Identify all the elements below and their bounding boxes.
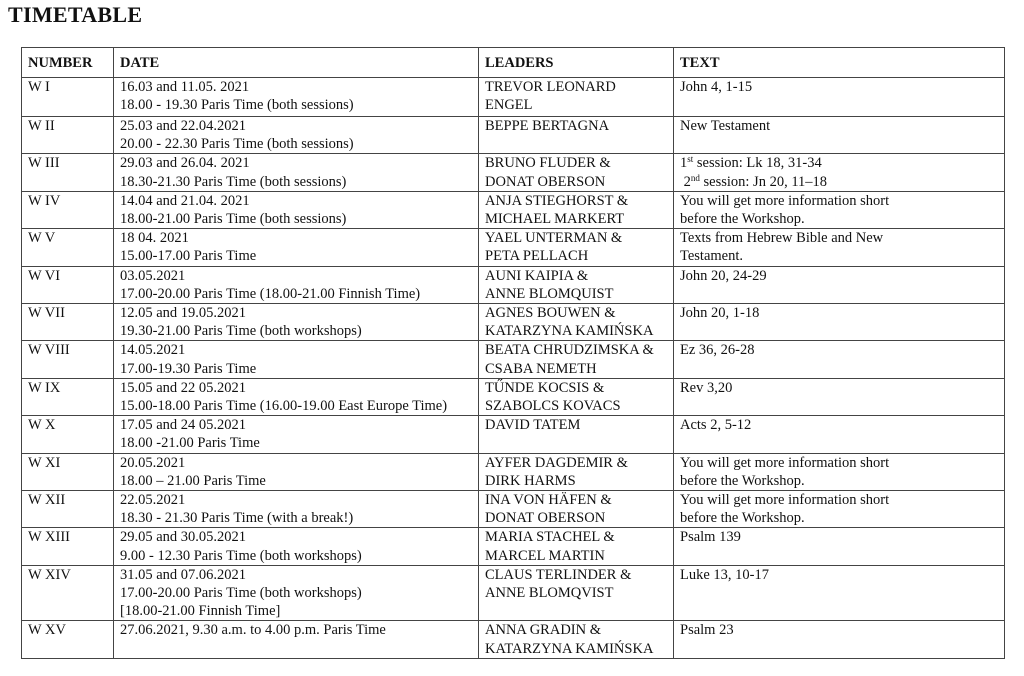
cell-leaders-line: CLAUS TERLINDER & (485, 566, 632, 583)
header-text: TEXT (674, 48, 1005, 78)
cell-date-line: 27.06.2021, 9.30 a.m. to 4.00 p.m. Paris Time (120, 622, 386, 639)
cell-number: W XIV (22, 565, 114, 621)
cell-date-line: 19.30-21.00 Paris Time (both workshops) (120, 323, 362, 340)
cell-leaders-line: MICHAEL MARKERT (485, 211, 625, 228)
table-row (22, 491, 1005, 528)
cell-date (114, 154, 479, 191)
table-row (22, 191, 1005, 228)
cell-date (114, 416, 479, 453)
cell-leaders-line: ANJA STIEGHORST & (485, 192, 629, 209)
cell-date-line: 03.05.2021 (120, 267, 186, 284)
cell-text-line: Psalm 23 (680, 622, 734, 639)
cell-leaders (479, 191, 674, 228)
page-title: TIMETABLE (8, 2, 143, 27)
cell-number: W VI (22, 266, 114, 303)
cell-leaders (479, 78, 674, 117)
table-row (22, 453, 1005, 490)
cell-leaders (479, 378, 674, 415)
cell-leaders-line: INA VON HÄFEN & (485, 492, 612, 509)
cell-date-line: 17.00-20.00 Paris Time (both workshops) (120, 585, 362, 602)
cell-date (114, 304, 479, 341)
cell-date (114, 378, 479, 415)
cell-date (114, 528, 479, 565)
cell-date (114, 117, 479, 154)
cell-leaders-line: ANNA GRADIN & (485, 622, 601, 639)
cell-text-line (680, 173, 998, 191)
cell-leaders (479, 117, 674, 154)
cell-date-line: 20.00 - 22.30 Paris Time (both sessions) (120, 136, 354, 153)
session-reference: session: Jn 20, 11–18 (699, 173, 828, 190)
cell-number: W XV (22, 621, 114, 658)
cell-leaders-line: TŰNDE KOCSIS & (485, 379, 605, 396)
cell-leaders (479, 621, 674, 658)
cell-text (674, 341, 1005, 378)
cell-number: W IV (22, 191, 114, 228)
cell-leaders-line: TREVOR LEONARD (485, 79, 616, 95)
cell-number: W V (22, 229, 114, 266)
cell-text (674, 266, 1005, 303)
cell-date-line: 25.03 and 22.04.2021 (120, 118, 247, 134)
cell-date (114, 453, 479, 490)
cell-date-line: [18.00-21.00 Finnish Time] (120, 603, 281, 620)
cell-text-line: John 20, 24-29 (680, 267, 767, 284)
cell-text (674, 491, 1005, 528)
cell-leaders (479, 528, 674, 565)
cell-leaders-line: KATARZYNA KAMIŃSKA (485, 323, 654, 340)
ordinal-suffix: nd (690, 172, 700, 183)
cell-date-line: 15.00-18.00 Paris Time (16.00-19.00 East Europe Time) (120, 398, 448, 415)
cell-number: W II (22, 117, 114, 154)
cell-text-line: John 4, 1-15 (680, 79, 753, 95)
cell-text-line: Acts 2, 5-12 (680, 417, 752, 434)
cell-date-line: 16.03 and 11.05. 2021 (120, 79, 250, 95)
table-row (22, 341, 1005, 378)
cell-number: W VII (22, 304, 114, 341)
table-row (22, 416, 1005, 453)
cell-leaders-line: DAVID TATEM (485, 417, 581, 434)
cell-date-line: 18.30 - 21.30 Paris Time (with a break!) (120, 510, 354, 527)
cell-date-line: 31.05 and 07.06.2021 (120, 566, 247, 583)
cell-leaders-line: DONAT OBERSON (485, 173, 606, 190)
cell-date-line: 15.05 and 22 05.2021 (120, 379, 247, 396)
cell-leaders (479, 565, 674, 621)
cell-text (674, 378, 1005, 415)
cell-date (114, 621, 479, 658)
cell-leaders-line: MARCEL MARTIN (485, 547, 605, 564)
cell-text-line: Psalm 139 (680, 529, 741, 546)
cell-number: W VIII (22, 341, 114, 378)
cell-date-line: 18.00 - 19.30 Paris Time (both sessions) (120, 97, 354, 114)
cell-text (674, 453, 1005, 490)
cell-number: W X (22, 416, 114, 453)
cell-leaders-line: AYFER DAGDEMIR & (485, 454, 628, 471)
cell-date (114, 191, 479, 228)
cell-text (674, 78, 1005, 117)
cell-date (114, 491, 479, 528)
table-row (22, 378, 1005, 415)
cell-text-line: You will get more information short (680, 454, 890, 471)
cell-text (674, 117, 1005, 154)
header-date: DATE (114, 48, 479, 78)
header-row (22, 48, 1005, 78)
cell-leaders (479, 453, 674, 490)
cell-text (674, 565, 1005, 621)
cell-number: W I (22, 78, 114, 117)
cell-text-line: before the Workshop. (680, 472, 805, 489)
table-row (22, 565, 1005, 621)
table-row (22, 229, 1005, 266)
cell-date-line: 17.00-19.30 Paris Time (120, 360, 257, 377)
cell-leaders-line: ENGEL (485, 97, 533, 114)
cell-leaders (479, 266, 674, 303)
table-row (22, 154, 1005, 191)
table-row (22, 304, 1005, 341)
cell-text-line: You will get more information short (680, 492, 890, 509)
cell-date-line: 15.00-17.00 Paris Time (120, 248, 257, 265)
cell-text-line: You will get more information short (680, 192, 890, 209)
cell-date-line: 14.04 and 21.04. 2021 (120, 192, 250, 209)
cell-date (114, 565, 479, 621)
cell-date-line: 18.00 – 21.00 Paris Time (120, 472, 266, 489)
cell-leaders (479, 341, 674, 378)
cell-date (114, 78, 479, 117)
ordinal-suffix: st (687, 154, 694, 165)
cell-leaders-line: BEPPE BERTAGNA (485, 118, 610, 134)
cell-leaders-line: PETA PELLACH (485, 248, 589, 265)
cell-leaders (479, 304, 674, 341)
cell-leaders-line: BEATA CHRUDZIMSKA & (485, 342, 654, 359)
table-row (22, 266, 1005, 303)
cell-leaders (479, 154, 674, 191)
cell-text (674, 154, 1005, 191)
cell-leaders-line: SZABOLCS KOVACS (485, 398, 621, 415)
cell-leaders-line: CSABA NEMETH (485, 360, 597, 377)
cell-date-line: 12.05 and 19.05.2021 (120, 305, 247, 322)
cell-text (674, 229, 1005, 266)
session-ordinal: 1 (680, 155, 688, 172)
cell-date-line: 29.05 and 30.05.2021 (120, 529, 247, 546)
cell-text (674, 528, 1005, 565)
cell-text-line: John 20, 1-18 (680, 305, 760, 322)
table-row (22, 117, 1005, 154)
cell-date-line: 17.00-20.00 Paris Time (18.00-21.00 Finnish Time) (120, 285, 421, 302)
cell-text-line: before the Workshop. (680, 510, 805, 527)
cell-leaders-line: BRUNO FLUDER & (485, 155, 611, 172)
cell-text (674, 416, 1005, 453)
cell-text-line: Texts from Hebrew Bible and New (680, 230, 884, 247)
cell-date-line: 18.00 -21.00 Paris Time (120, 435, 260, 452)
session-reference: session: Lk 18, 31-34 (693, 155, 822, 172)
cell-date-line: 18.00-21.00 Paris Time (both sessions) (120, 211, 347, 228)
timetable-body (22, 78, 1005, 659)
header-number: NUMBER (22, 48, 114, 78)
cell-date-line: 22.05.2021 (120, 492, 186, 509)
cell-leaders-line: DIRK HARMS (485, 472, 576, 489)
cell-date-line: 18.30-21.30 Paris Time (both sessions) (120, 173, 347, 190)
cell-leaders-line: ANNE BLOMQVIST (485, 585, 614, 602)
table-row (22, 78, 1005, 117)
cell-leaders-line: YAEL UNTERMAN & (485, 230, 623, 247)
cell-text-line: before the Workshop. (680, 211, 805, 228)
cell-text-line: Luke 13, 10-17 (680, 566, 769, 583)
cell-date-line: 14.05.2021 (120, 342, 186, 359)
table-row (22, 621, 1005, 658)
cell-text (674, 304, 1005, 341)
cell-leaders-line: ANNE BLOMQUIST (485, 285, 614, 302)
cell-text-line: Ez 36, 26-28 (680, 342, 755, 359)
timetable (21, 47, 1005, 659)
cell-text-line: Testament. (680, 248, 744, 265)
cell-text (674, 191, 1005, 228)
cell-date (114, 341, 479, 378)
cell-date (114, 229, 479, 266)
cell-number: W XIII (22, 528, 114, 565)
cell-leaders (479, 416, 674, 453)
cell-leaders-line: AUNI KAIPIA & (485, 267, 589, 284)
cell-text-line: Rev 3,20 (680, 379, 733, 396)
cell-date-line: 17.05 and 24 05.2021 (120, 417, 247, 434)
cell-text-line (680, 154, 998, 172)
cell-date-line: 20.05.2021 (120, 454, 186, 471)
session-ordinal: 2 (680, 173, 691, 190)
header-leaders: LEADERS (479, 48, 674, 78)
cell-number: W XII (22, 491, 114, 528)
cell-leaders-line: DONAT OBERSON (485, 510, 606, 527)
cell-date-line: 18 04. 2021 (120, 230, 189, 247)
cell-date-line: 29.03 and 26.04. 2021 (120, 155, 250, 172)
cell-date-line: 9.00 - 12.30 Paris Time (both workshops) (120, 547, 362, 564)
cell-text-line: New Testament (680, 118, 771, 134)
cell-leaders-line: AGNES BOUWEN & (485, 305, 616, 322)
table-row (22, 528, 1005, 565)
cell-text (674, 621, 1005, 658)
cell-number: W IX (22, 378, 114, 415)
cell-leaders-line: KATARZYNA KAMIŃSKA (485, 640, 654, 657)
cell-number: W III (22, 154, 114, 191)
cell-date (114, 266, 479, 303)
cell-leaders (479, 229, 674, 266)
cell-leaders (479, 491, 674, 528)
cell-number: W XI (22, 453, 114, 490)
cell-leaders-line: MARIA STACHEL & (485, 529, 615, 546)
